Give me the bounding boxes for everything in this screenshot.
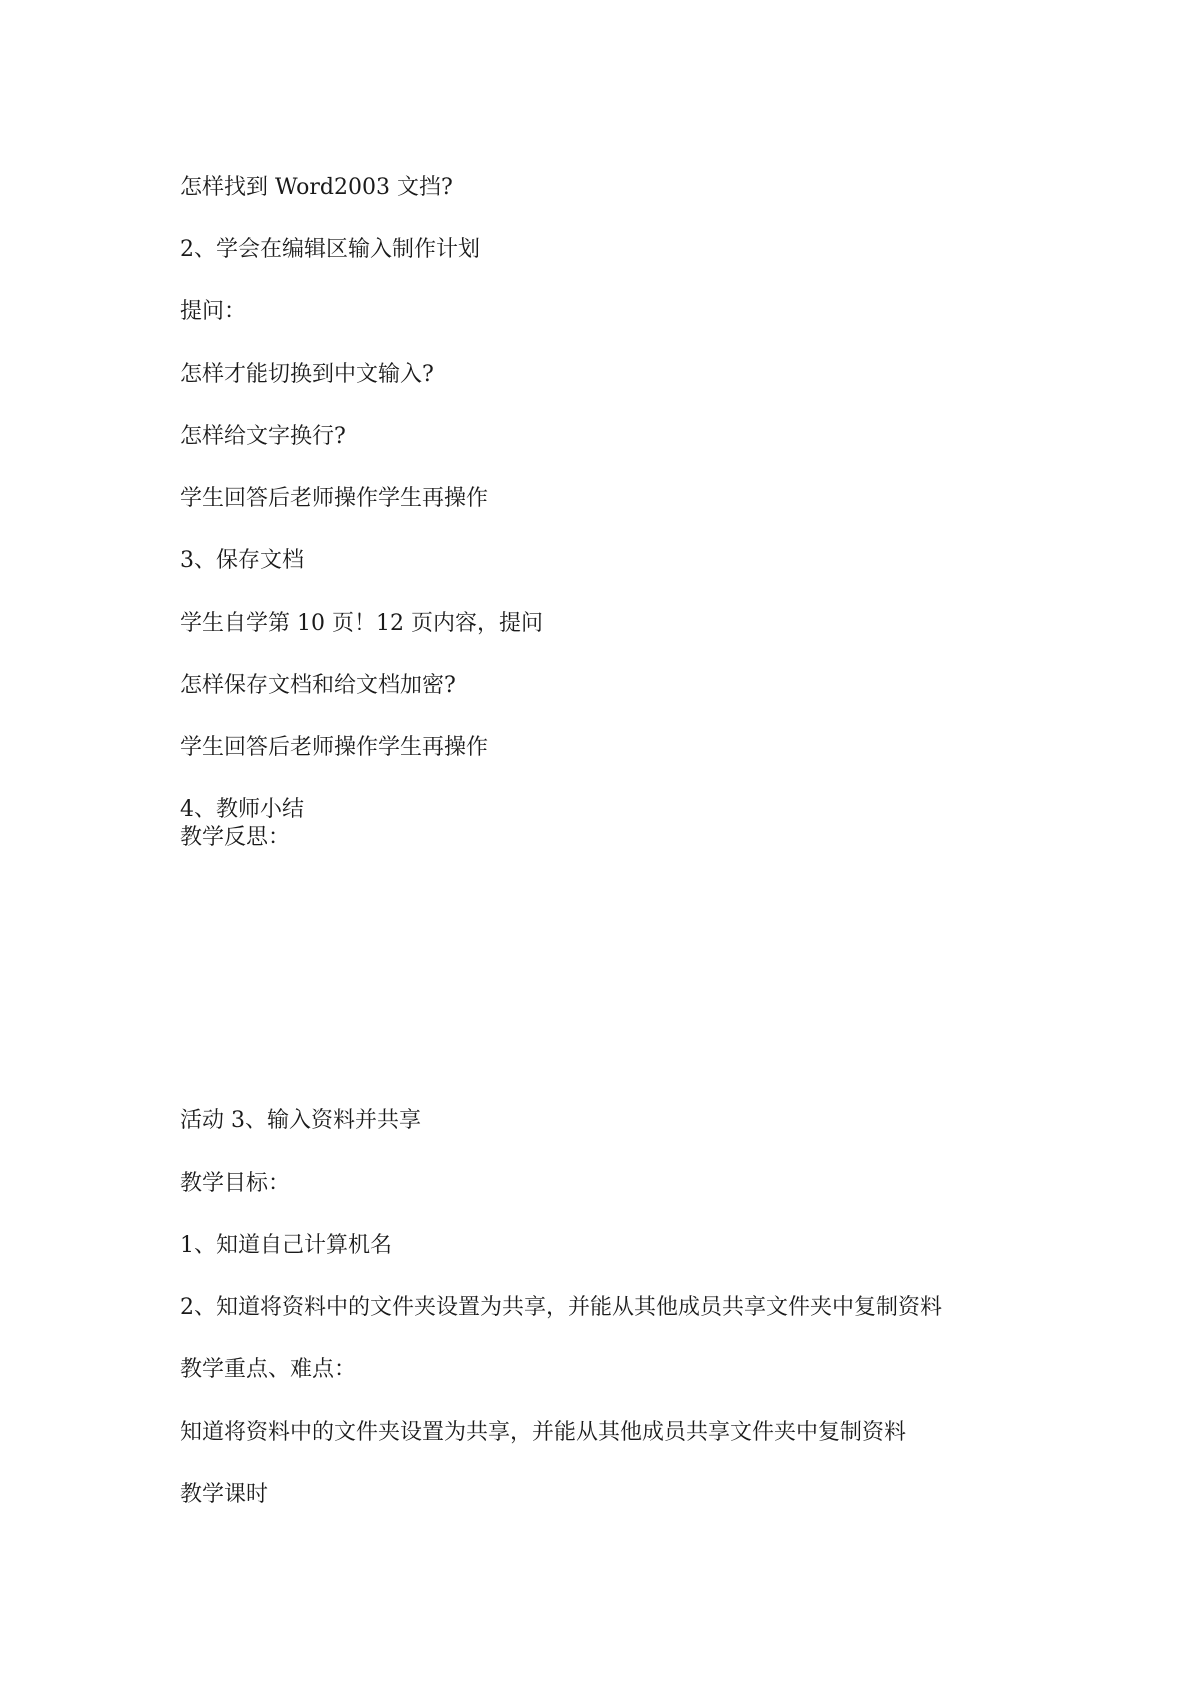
text-line-objective-2: 2、知道将资料中的文件夹设置为共享，并能从其他成员共享文件夹中复制资料	[180, 1295, 942, 1320]
text-line-teaching-objectives: 教学目标：	[180, 1171, 291, 1196]
text-line-save-and-encrypt: 怎样保存文档和给文档加密?	[180, 673, 456, 698]
text-line-question-label: 提问：	[180, 299, 247, 324]
text-line-objective-1: 1、知道自己计算机名	[180, 1233, 392, 1258]
text-line-student-answer-1: 学生回答后老师操作学生再操作	[180, 486, 489, 511]
text-line-class-hours: 教学课时	[180, 1482, 269, 1507]
text-line-step-4-summary: 4、教师小结	[180, 797, 304, 822]
text-line-teaching-reflection: 教学反思：	[180, 825, 291, 850]
section-heading-activity-3: 活动 3、输入资料并共享	[180, 1108, 421, 1133]
text-line-line-break: 怎样给文字换行?	[180, 424, 346, 449]
text-line-key-points-label: 教学重点、难点：	[180, 1357, 357, 1382]
text-line-student-answer-2: 学生回答后老师操作学生再操作	[180, 735, 489, 760]
text-line-switch-chinese-input: 怎样才能切换到中文输入?	[180, 362, 434, 387]
text-line-step-2-input-plan: 2、学会在编辑区输入制作计划	[180, 237, 480, 262]
text-line-self-study: 学生自学第 10 页！12 页内容，提问	[180, 611, 543, 636]
text-line-step-3-save: 3、保存文档	[180, 548, 304, 573]
text-line-key-points: 知道将资料中的文件夹设置为共享，并能从其他成员共享文件夹中复制资料	[180, 1420, 907, 1445]
text-line-find-word-document: 怎样找到 Word2003 文挡?	[180, 175, 453, 200]
